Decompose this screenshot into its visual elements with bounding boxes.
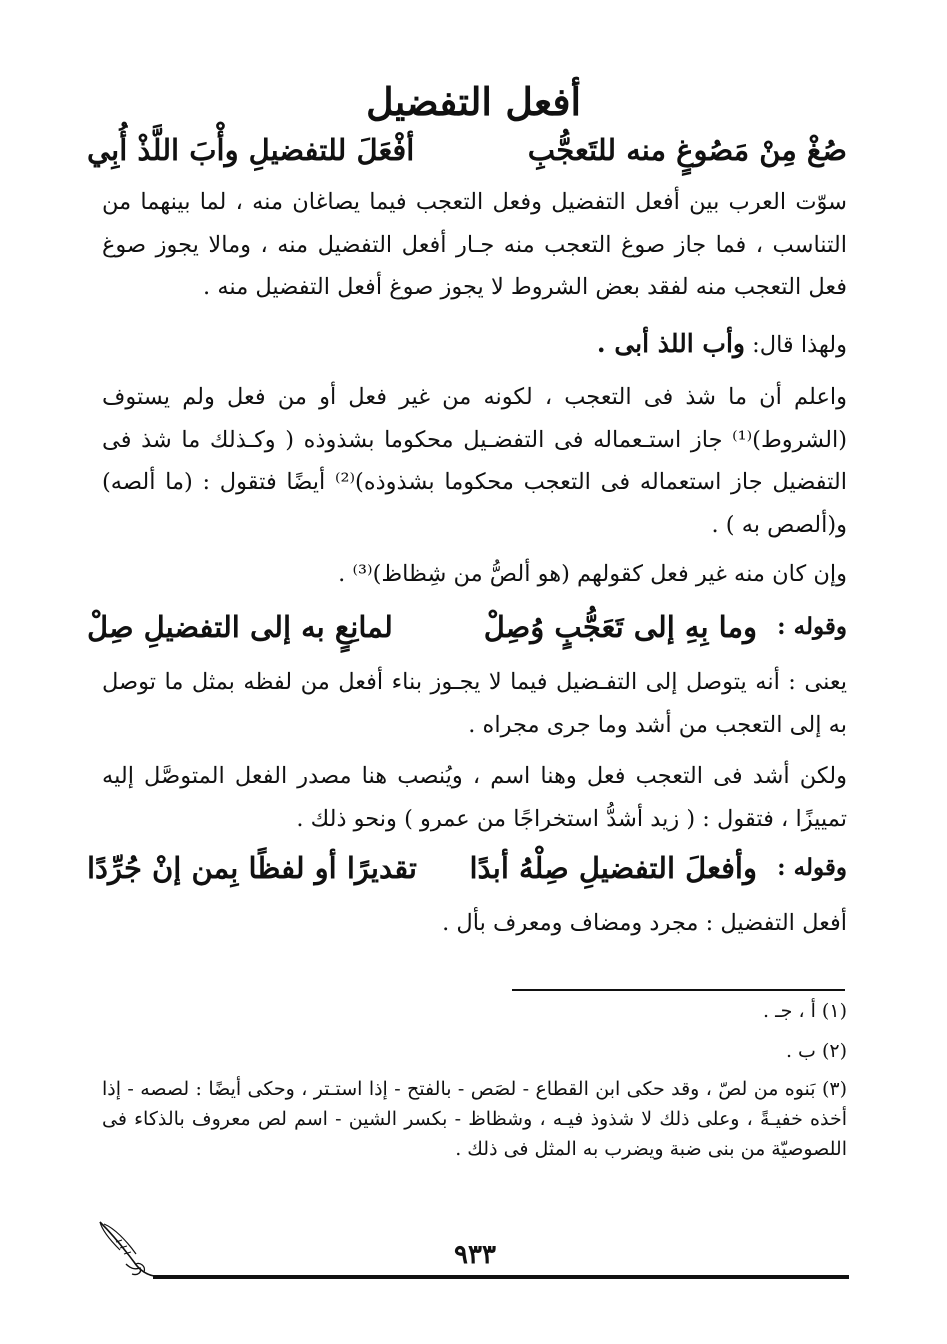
footnote-3: (٣) بَنوه من لصّ ، وقد حكى ابن القطاع - لصَص - بالفتح - إذا استـتر ، وحكى أيضًا : لصصه - إذا أخذه خفيـةً ، وعلى ذلك لا شذوذ فيـه ، وشظاظ - بكسر الشين - اسم لص معروف بالذكاء فى اللصوصيّة من بنى ضبة ويضرب به المثل فى ذلك . <box>102 1078 847 1160</box>
paragraph-1: سوّت العرب بين أفعل التفضيل وفعل التعجب فيما يصاغان منه ، لما بينهما من التناسب ، فما جاز صوغ التعجب منه جـار أفعل التفضيل منه ، ومالا يجوز صوغ فعل التعجب منه لفقد بعض الشروط لا يجوز صوغ أفعل التفضيل منه . <box>102 189 847 300</box>
paragraph-5: يعنى : أنه يتوصل إلى التفـضيل فيما لا يجـوز بناء أفعل من لفظه بمثل ما توصل به إلى التعجب من أشد وما جرى مجراه . <box>102 669 847 738</box>
verse-3-right-hemistich: وأفعلَ التفضيلِ صِلْهُ أبدًا <box>469 851 757 885</box>
footnote-separator <box>512 989 845 991</box>
page-title: أفعل التفضيل <box>365 79 582 124</box>
definition-line: أفعل التفضيل : مجرد ومضاف ومعرف بأل . <box>442 910 847 936</box>
verse-1 <box>87 128 847 174</box>
paragraph-6: ولكن أشد فى التعجب فعل وهنا اسم ، ويُنصب هنا مصدر الفعل المتوصَّل إليه تمييزًا ، فتقول : ( زيد أشدُّ استخراجًا من عمرو ) ونحو ذلك . <box>102 763 847 832</box>
example-line: وإن كان منه غير فعل كقولهم (هو ألصُّ من شِظاظ)⁽³⁾ . <box>338 561 847 587</box>
verse-2-left-hemistich: لمانِعٍ به إلى التفضيلِ صِلْ <box>87 610 393 644</box>
quote-line-text: ولهذا قال: <box>752 332 847 358</box>
verse-3-left-hemistich: تقديرًا أو لفظًا بِمن إنْ جُرِّدًا <box>87 851 417 885</box>
verse-2-intro: وقوله : <box>777 613 847 640</box>
page-number: ٩٣٣ <box>454 1240 496 1270</box>
verse-1-right-hemistich: صُغْ مِنْ مَصُوغٍ منه للتَعجُّبِ <box>527 133 847 167</box>
quote-line-bold: وأب اللذ أبى . <box>596 329 745 358</box>
verse-2 <box>87 605 847 651</box>
verse-2-right-hemistich: وما بِهِ إلى تَعَجُّبٍ وُصِلْ <box>483 610 757 644</box>
paragraph-3: واعلم أن ما شذ فى التعجب ، لكونه من غير فعل أو من فعل ولم يستوف (الشروط)⁽¹⁾ جاز استـعماله فى التفضـيل محكوما بشذوذه ( وكـذلك ما شذ فى التفضيل جاز استعماله فى التعجب محكوما بشذوذه)⁽²⁾ أيضًا فتقول : (ما ألصه) و(ألصص به ) . <box>102 384 847 538</box>
quote-line <box>102 323 847 366</box>
footnote-2: (٢) ب . <box>785 1040 847 1062</box>
verse-3 <box>87 846 847 892</box>
bottom-rule <box>153 1275 849 1279</box>
footnote-1: (١) أ ، جـ . <box>763 1000 847 1022</box>
verse-3-intro: وقوله : <box>777 854 847 881</box>
verse-1-left-hemistich: أفْعَلَ للتفضيلِ وأْبَ اللَّذْ أُبِي <box>87 133 415 167</box>
